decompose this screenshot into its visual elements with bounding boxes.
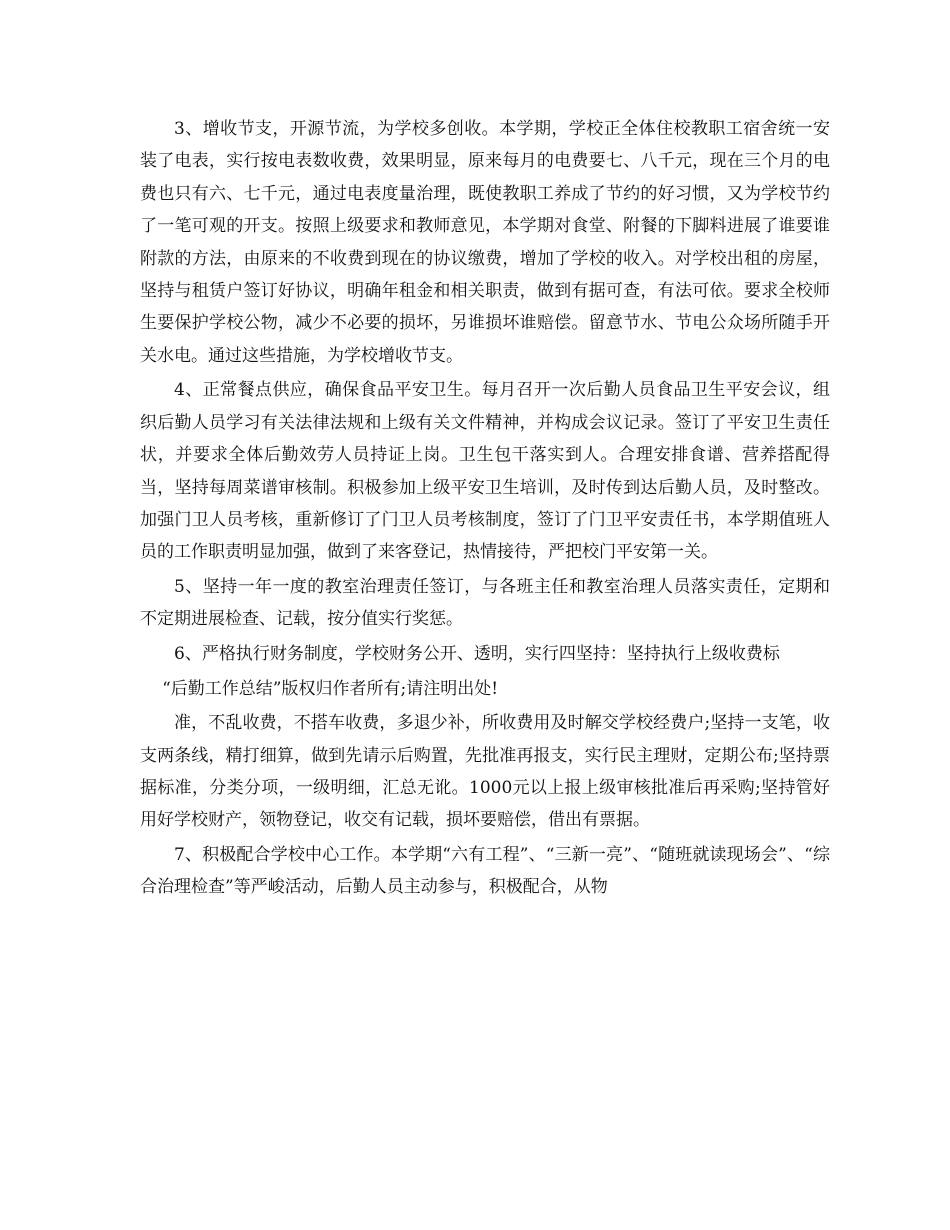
paragraph-item-5-classroom-management: 5、坚持一年一度的教室治理责任签订，与各班主任和教室治理人员落实责任，定期和不定期进展检查、记载，按分值实行奖惩。	[140, 577, 830, 630]
document-body	[140, 113, 830, 906]
paragraph-item-6-finance: 6、严格执行财务制度，学校财务公开、透明，实行四坚持：坚持执行上级收费标	[174, 644, 780, 665]
paragraph-item-4-food-safety: 4、正常餐点供应，确保食品平安卫生。每月召开一次后勤人员食品卫生平安会议，组织后勤人员学习有关法律法规和上级有关文件精神，并构成会议记录。签订了平安卫生责任状，并要求全体后勤效劳人员持证上岗。卫生包干落实到人。合理安排食谱、营养搭配得当，坚持每周菜谱审核制。积极参加上级平安卫生培训，及时传到达后勤人员，及时整改。加强门卫人员考核，重新修订了门卫人员考核制度，签订了门卫平安责任书，本学期值班人员的工作职责明显加强，做到了来客登记，热情接待，严把校门平安第一关。	[140, 380, 830, 563]
paragraph-item-6-finance-continued: 准，不乱收费，不搭车收费，多退少补，所收费用及时解交学校经费户;坚持一支笔，收支两条线，精打细算，做到先请示后购置，先批准再报支，实行民主理财，定期公布;坚持票据标准，分类分项，一级明细，汇总无讹。1000元以上报上级审核批准后再采购;坚持管好用好学校财产，领物登记，收交有记载，损坏要赔偿，借出有票据。	[140, 713, 830, 831]
copyright-notice: “后勤工作总结”版权归作者所有;请注明出处!	[162, 678, 499, 699]
paragraph-item-3-savings: 3、增收节支，开源节流，为学校多创收。本学期，学校正全体住校教职工宿舍统一安装了电表，实行按电表数收费，效果明显，原来每月的电费要七、八千元，现在三个月的电费也只有六、七千元，通过电表度量治理，既使教职工养成了节约的好习惯，又为学校节约了一笔可观的开支。按照上级要求和教师意见，本学期对食堂、附餐的下脚料进展了谁要谁附款的方法，由原来的不收费到现在的协议缴费，增加了学校的收入。对学校出租的房屋，坚持与租赁户签订好协议，明确年租金和相关职责，做到有据可查，有法可依。要求全校师生要保护学校公物，减少不必要的损坏，另谁损坏谁赔偿。留意节水、节电公众场所随手开关水电。通过这些措施，为学校增收节支。	[140, 119, 830, 366]
paragraph-item-7-central-work: 7、积极配合学校中心工作。本学期“六有工程”、“三新一亮”、“随班就读现场会”、“综合治理检查”等严峻活动，后勤人员主动参与，积极配合，从物	[140, 845, 830, 898]
